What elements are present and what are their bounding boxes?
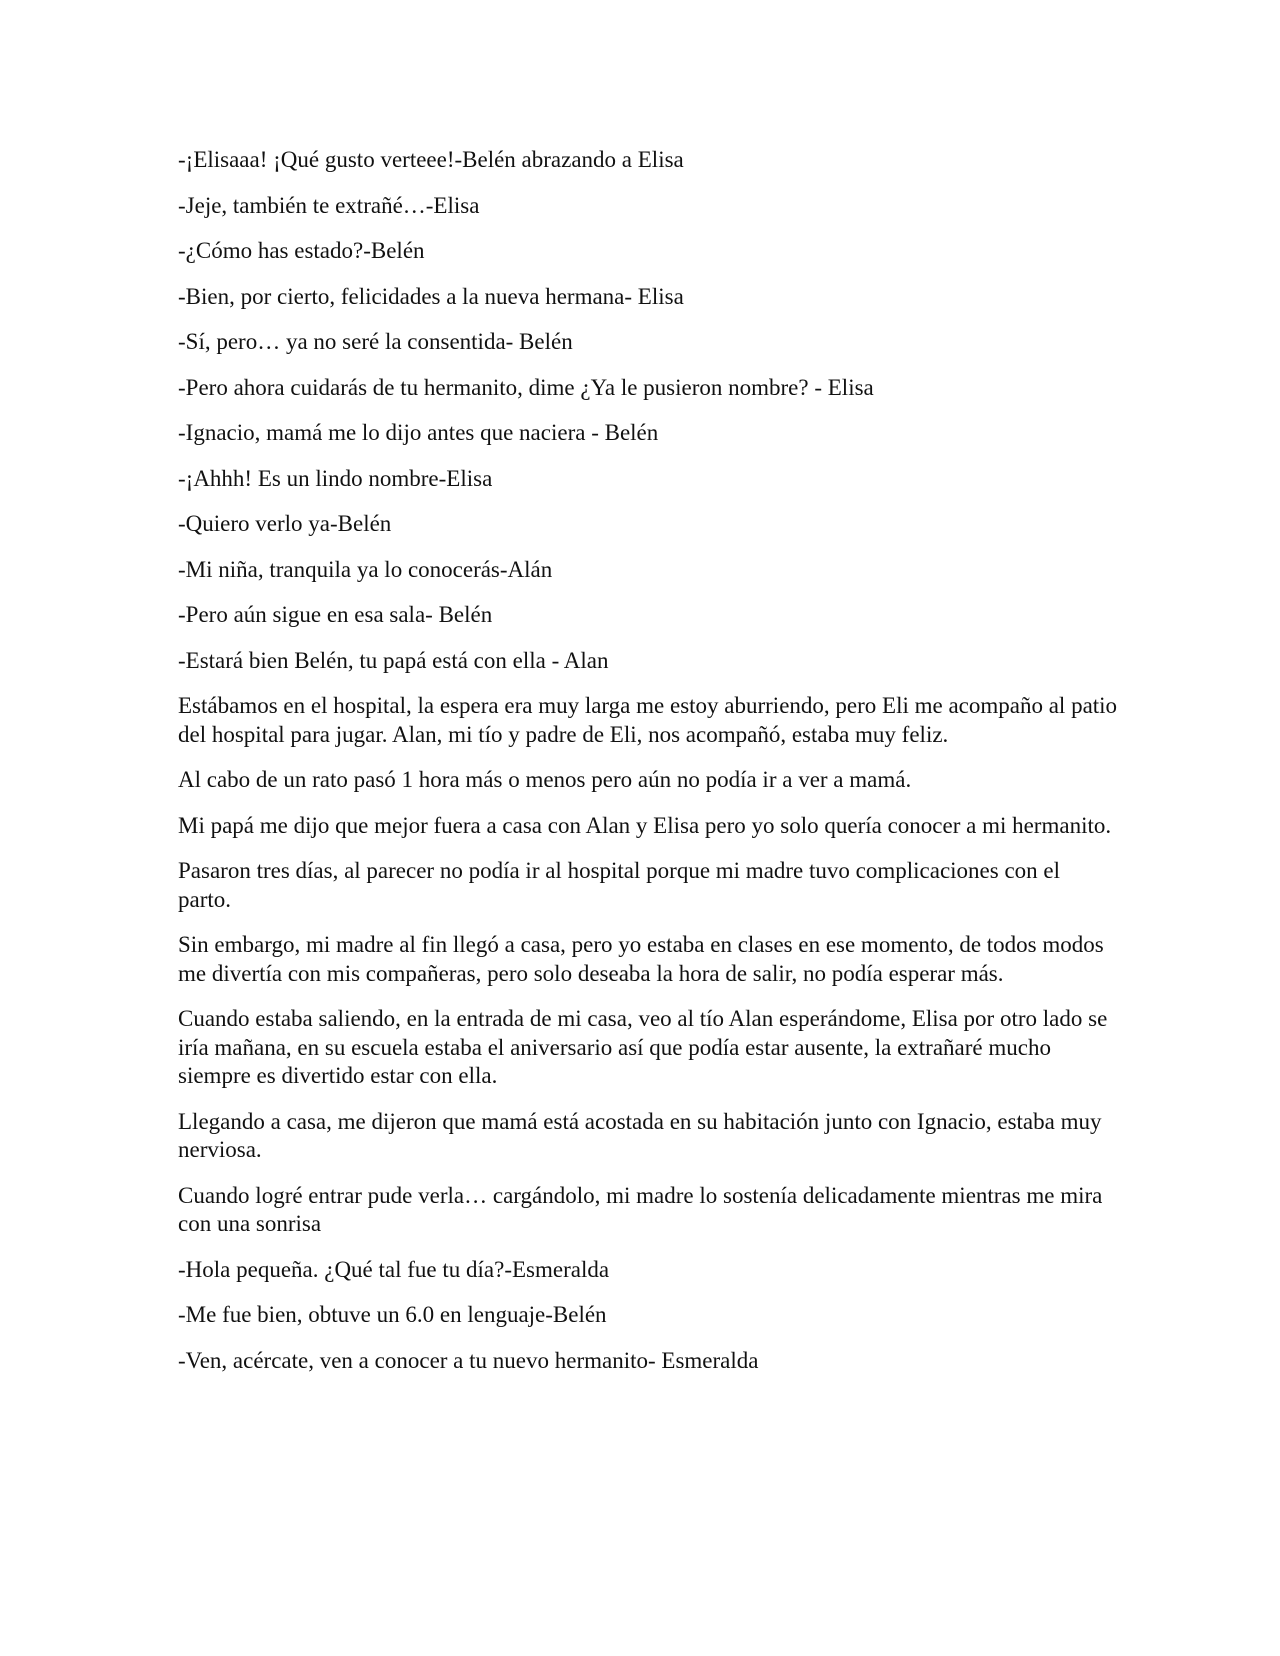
dialogue-line: -Me fue bien, obtuve un 6.0 en lenguaje-Belén [178,1302,607,1327]
narrative-paragraph: Estábamos en el hospital, la espera era muy larga me estoy aburriendo, pero Eli me acompaño al patio del hospital para jugar. Alan, mi tío y padre de Eli, nos acompañó, estaba muy feliz. [178,693,1118,747]
dialogue-line: -Bien, por cierto, felicidades a la nueva hermana- Elisa [178,283,684,309]
dialogue-line: -Quiero verlo ya-Belén [178,511,392,536]
narrative-paragraph: Sin embargo, mi madre al fin llegó a casa, pero yo estaba en clases en ese momento, de todos modos me divertía con mis compañeras, pero solo deseaba la hora de salir, no podía esperar más. [178,932,1104,986]
story-text [178,146,1118,1392]
dialogue-line: -¿Cómo has estado?-Belén [178,238,425,263]
dialogue-line: -Pero aún sigue en esa sala- Belén [178,602,493,627]
dialogue-line: -Hola pequeña. ¿Qué tal fue tu día?-Esmeralda [178,1256,610,1282]
dialogue-line: -¡Ahhh! Es un lindo nombre-Elisa [178,465,493,491]
narrative-paragraph: Mi papá me dijo que mejor fuera a casa con Alan y Elisa pero yo solo quería conocer a mi hermanito. [178,812,1112,838]
narrative-paragraph: Al cabo de un rato pasó 1 hora más o menos pero aún no podía ir a ver a mamá. [178,767,912,792]
narrative-paragraph: Cuando estaba saliendo, en la entrada de mi casa, veo al tío Alan esperándome, Elisa por otro lado se iría mañana, en su escuela estaba el aniversario así que podía estar ausente, la extrañaré mucho siempre es divertido estar con ella. [178,1006,1108,1088]
dialogue-line: -Ignacio, mamá me lo dijo antes que naciera - Belén [178,420,659,445]
narrative-paragraph: Cuando logré entrar pude verla… cargándolo, mi madre lo sostenía delicadamente mientras me mira con una sonrisa [178,1182,1103,1236]
dialogue-line: -Jeje, también te extrañé…-Elisa [178,192,480,218]
dialogue-line: -Mi niña, tranquila ya lo conocerás-Alán [178,556,553,582]
dialogue-line: -Estará bien Belén, tu papá está con ella - Alan [178,647,609,673]
narrative-paragraph: Llegando a casa, me dijeron que mamá está acostada en su habitación junto con Ignacio, estaba muy nerviosa. [178,1108,1102,1162]
dialogue-line: -Pero ahora cuidarás de tu hermanito, dime ¿Ya le pusieron nombre? - Elisa [178,374,874,400]
dialogue-line: -Sí, pero… ya no seré la consentida- Belén [178,329,573,354]
narrative-paragraph: Pasaron tres días, al parecer no podía ir al hospital porque mi madre tuvo complicaciones con el parto. [178,858,1061,912]
dialogue-line: -Ven, acércate, ven a conocer a tu nuevo hermanito- Esmeralda [178,1347,759,1373]
dialogue-line: -¡Elisaaa! ¡Qué gusto verteee!-Belén abrazando a Elisa [178,147,684,172]
